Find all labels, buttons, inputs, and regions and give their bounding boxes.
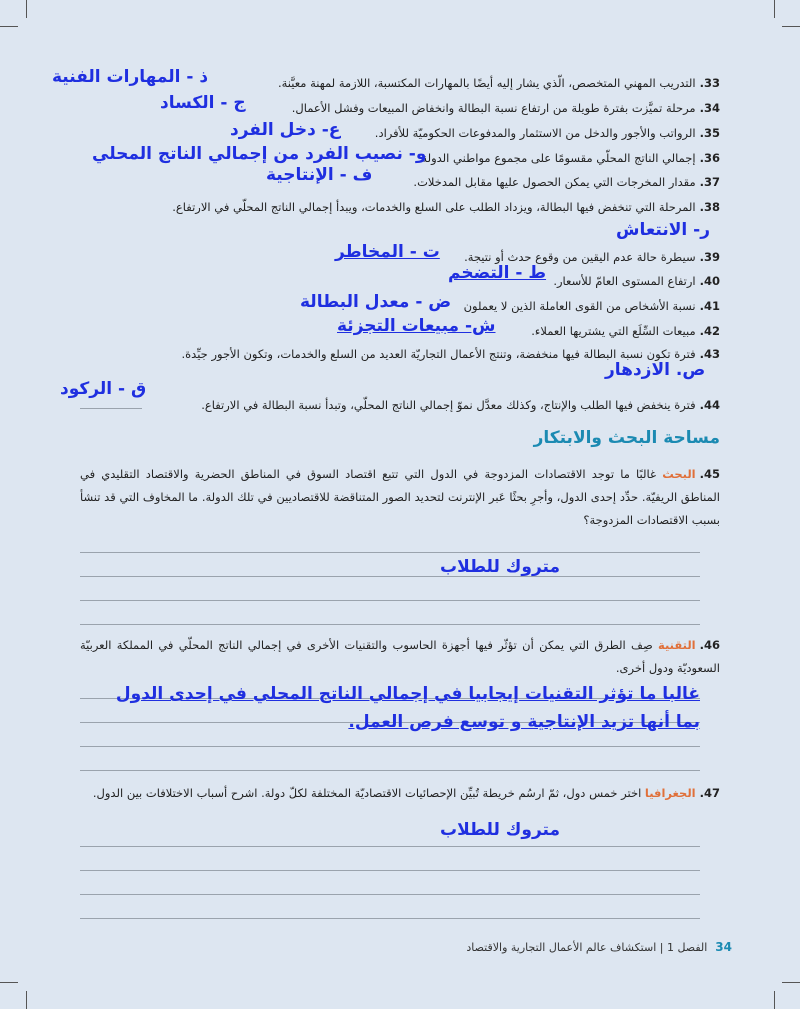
answer-46: غالبا ما تؤثر التقنيات إيجابيا في إجمالي الناتج المحلي في إحدى الدول بما أنها تزيد الإنتاجية و توسع فرص العمل.	[115, 684, 700, 732]
question-44	[201, 397, 720, 413]
question-number: 33.	[699, 76, 720, 90]
answer-line	[80, 770, 700, 771]
question-text: ارتفاع المستوى العامّ للأسعار.	[553, 274, 696, 288]
answer-47: متروك للطلاب	[440, 820, 560, 840]
answer-38: ر- الانتعاش	[616, 220, 711, 240]
answer-40: ط - التضخم	[448, 263, 547, 283]
answer-44: ق - الركود	[60, 379, 147, 399]
question-number: 35.	[699, 126, 720, 140]
question-35	[375, 125, 720, 141]
research-question-47	[80, 782, 720, 805]
answer-39: ت - المخاطر	[335, 242, 440, 262]
answer-line	[80, 600, 700, 601]
answer-34: ج - الكساد	[160, 93, 246, 113]
question-text: نسبة الأشخاص من القوى العاملة الذين لا يعملون	[463, 299, 696, 313]
answer-line	[80, 846, 700, 847]
question-41	[464, 298, 720, 314]
question-number: 44.	[699, 398, 720, 412]
question-number: 46.	[699, 638, 721, 652]
question-label: التقنية	[658, 638, 696, 652]
crop-mark	[782, 26, 800, 27]
question-number: 45.	[699, 467, 721, 481]
question-text: المرحلة التي تنخفض فيها البطالة، ويزداد الطلب على السلع والخدمات، ويبدأ إجمالي الناتج المحلّي في الارتفاع.	[172, 200, 696, 214]
answer-line	[80, 746, 700, 747]
answer-33: ذ - المهارات الفنية	[52, 67, 209, 87]
answer-line	[80, 576, 700, 577]
question-number: 37.	[699, 175, 720, 189]
question-38	[172, 199, 720, 215]
research-question-46	[80, 634, 720, 680]
question-text: غالبًا ما توجد الاقتصادات المزدوجة في الدول التي تتبع اقتصاد السوق في المناطق الحضرية والاقتصاد التقليدي في المناطق الريفيّة. حدِّد إحدى الدول، وأجرِ بحثًا عَبر الإنترنت لتحديد الصور المتناقضة للاقتصاديين في تلك الدولة. ما المخاوف التي قد تنشأ بسبب الاقتصادات المزدوجة؟	[80, 467, 720, 527]
answer-line	[80, 624, 700, 625]
answer-45: متروك للطلاب	[440, 557, 560, 577]
question-42	[531, 323, 720, 339]
question-37	[413, 174, 720, 190]
question-number: 40.	[699, 274, 720, 288]
question-text: الرواتب والأجور والدخل من الاستثمار والمدفوعات الحكوميّة للأفراد.	[374, 126, 696, 140]
answer-line	[80, 870, 700, 871]
crop-mark	[0, 982, 18, 983]
crop-mark	[26, 0, 27, 18]
answer-36: و- نصيب الفرد من إجمالي الناتج المحلي	[92, 144, 427, 164]
question-33	[278, 75, 720, 91]
question-label: البحث	[662, 467, 696, 481]
crop-mark	[26, 991, 27, 1009]
question-label: الجغرافيا	[644, 786, 696, 800]
question-text: مبيعات السِّلَع التي يشتريها العملاء.	[531, 324, 696, 338]
question-number: 41.	[699, 299, 720, 313]
answer-41: ض - معدل البطالة	[300, 292, 452, 312]
page-number: 34	[715, 940, 732, 954]
question-34	[292, 100, 720, 116]
question-number: 39.	[699, 250, 720, 264]
answer-line	[80, 894, 700, 895]
question-number: 43.	[699, 347, 720, 361]
question-text: اختر خمس دول، ثمّ ارسُم خريطة تُبيِّن الإحصائيات الاقتصاديّة المختلفة لكلّ دولة. اشرح أسباب الاختلافات بين الدول.	[92, 786, 642, 800]
crop-mark	[774, 991, 775, 1009]
question-text: مرحلة تميَّزت بفترة طويلة من ارتفاع نسبة البطالة وانخفاض المبيعات وفشل الأعمال.	[291, 101, 696, 115]
question-40	[553, 273, 720, 289]
crop-mark	[774, 0, 775, 18]
answer-line	[80, 552, 700, 553]
question-number: 38.	[699, 200, 720, 214]
page-footer	[466, 940, 732, 954]
question-text: فترة ينخفض فيها الطلب والإنتاج، وكذلك معدَّل نموّ إجمالي الناتج المحلّي، وتبدأ نسبة البطالة في الارتفاع.	[201, 398, 696, 412]
question-number: 47.	[699, 786, 720, 800]
question-number: 42.	[699, 324, 720, 338]
question-text: سيطرة حالة عدم اليقين من وقوع حدث أو نتيجة.	[464, 250, 696, 264]
question-number: 36.	[699, 151, 720, 165]
answer-35: ع- دخل الفرد	[230, 120, 341, 140]
question-text: فترة تكون نسبة البطالة فيها منخفضة، وتنتج الأعمال التجاريّة العديد من السلع والخدمات، وتكون الأجور جيِّدة.	[181, 347, 696, 361]
question-number: 34.	[699, 101, 720, 115]
crop-mark	[782, 982, 800, 983]
question-text: مقدار المخرجات التي يمكن الحصول عليها مقابل المدخلات.	[413, 175, 696, 189]
answer-43: ص. الازدهار	[605, 360, 706, 380]
question-36	[421, 150, 720, 166]
research-question-45	[80, 463, 720, 532]
question-text: التدريب المهني المتخصص، الّذي يشار إليه أيضًا بالمهارات المكتسبة، اللازمة لمهنة معيَّنة.	[277, 76, 696, 90]
question-text: صِف الطرق التي يمكن أن تؤثّر فيها أجهزة الحاسوب والتقنيات الأخرى في إجمالي الناتج المحلّي في المملكة العربيّة السعوديّة ودول أخرى.	[80, 638, 720, 675]
answer-underline	[80, 408, 142, 409]
answer-line	[80, 918, 700, 919]
crop-mark	[0, 26, 18, 27]
answer-37: ف - الإنتاجية	[266, 165, 373, 185]
section-title: مساحة البحث والابتكار	[533, 428, 720, 448]
chapter-title: الفصل 1 | استكشاف عالم الأعمال التجارية والاقتصاد	[466, 941, 708, 954]
question-text: إجمالي الناتج المحلّي مقسومًا على مجموع مواطني الدولة	[421, 151, 696, 165]
answer-42: ش- مبيعات التجزئة	[337, 316, 496, 336]
